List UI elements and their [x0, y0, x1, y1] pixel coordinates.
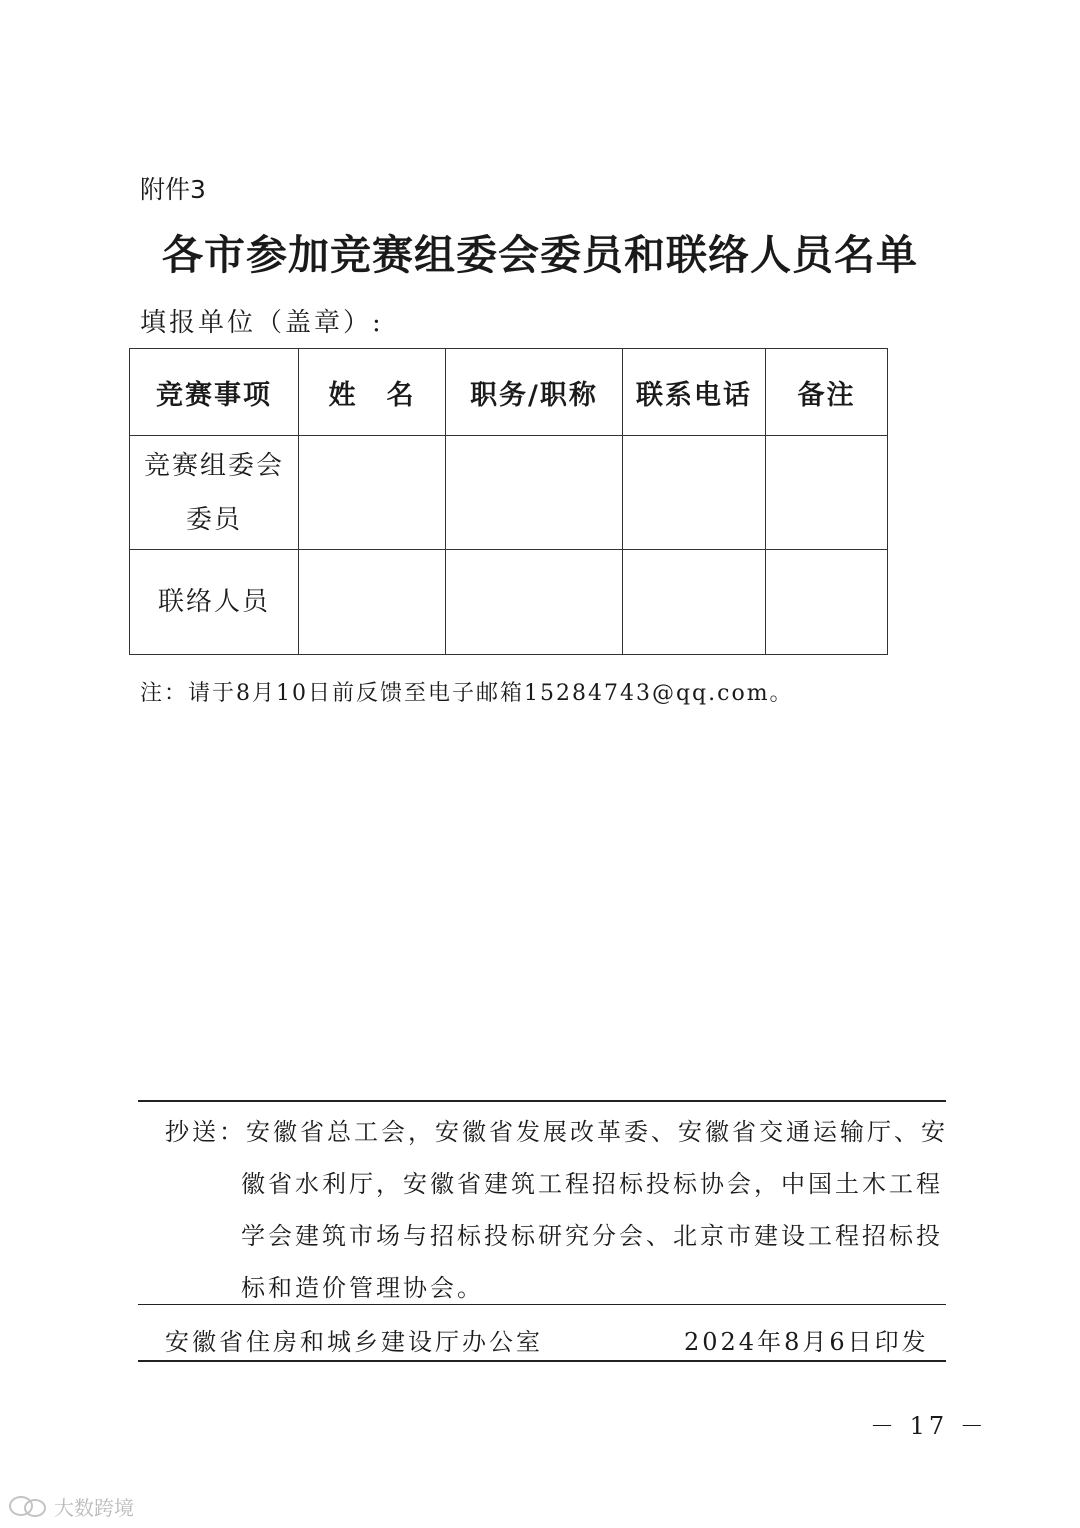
header-phone: 联系电话 [623, 349, 766, 436]
header-competition-item: 竞赛事项 [130, 349, 299, 436]
print-date: 2024年8月6日印发 [684, 1328, 929, 1356]
table-cell [446, 436, 623, 550]
attachment-label: 附件3 [140, 175, 206, 204]
document-title: 各市参加竞赛组委会委员和联络人员名单 [162, 231, 918, 279]
row-label-committee [130, 436, 299, 550]
table-cell [623, 436, 766, 550]
table-header-row [130, 349, 888, 436]
watermark-text: 大数跨境 [54, 1496, 134, 1520]
row-label-liaison [130, 550, 299, 655]
cc-block [165, 1106, 948, 1314]
issuing-office: 安徽省住房和城乡建设厅办公室 [165, 1328, 543, 1356]
table-cell [623, 550, 766, 655]
table-cell [299, 436, 446, 550]
header-name: 姓 名 [299, 349, 446, 436]
divider-bottom [138, 1360, 946, 1362]
cc-label: 抄送： [165, 1118, 246, 1146]
table-row [130, 436, 888, 550]
cc-line: 标和造价管理协会。 [241, 1274, 484, 1302]
table-cell [299, 550, 446, 655]
header-remarks: 备注 [766, 349, 888, 436]
page-number: － 17 － [870, 1412, 988, 1440]
submission-note: 注：请于8月10日前反馈至电子邮箱15284743@qq.com。 [140, 681, 794, 706]
fill-unit-label: 填报单位（盖章）: [140, 308, 384, 338]
table-row [130, 550, 888, 655]
table-cell [766, 550, 888, 655]
cc-line: 安徽省总工会，安徽省发展改革委、安徽省交通运输厅、安 [246, 1118, 948, 1146]
header-position-title: 职务/职称 [446, 349, 623, 436]
table-cell [446, 550, 623, 655]
table-cell [766, 436, 888, 550]
row-label-line: 联络人员 [157, 587, 270, 617]
row-label-line: 竞赛组委会 [143, 450, 284, 481]
divider-middle [138, 1304, 946, 1305]
contact-table [129, 348, 888, 655]
cc-line: 徽省水利厅，安徽省建筑工程招标投标协会，中国土木工程 [241, 1170, 943, 1198]
chat-bubble-icon [8, 1495, 48, 1519]
row-label-line: 委员 [185, 504, 242, 535]
divider-top [138, 1100, 946, 1102]
watermark [8, 1492, 134, 1521]
cc-line: 学会建筑市场与招标投标研究分会、北京市建设工程招标投 [241, 1222, 943, 1250]
